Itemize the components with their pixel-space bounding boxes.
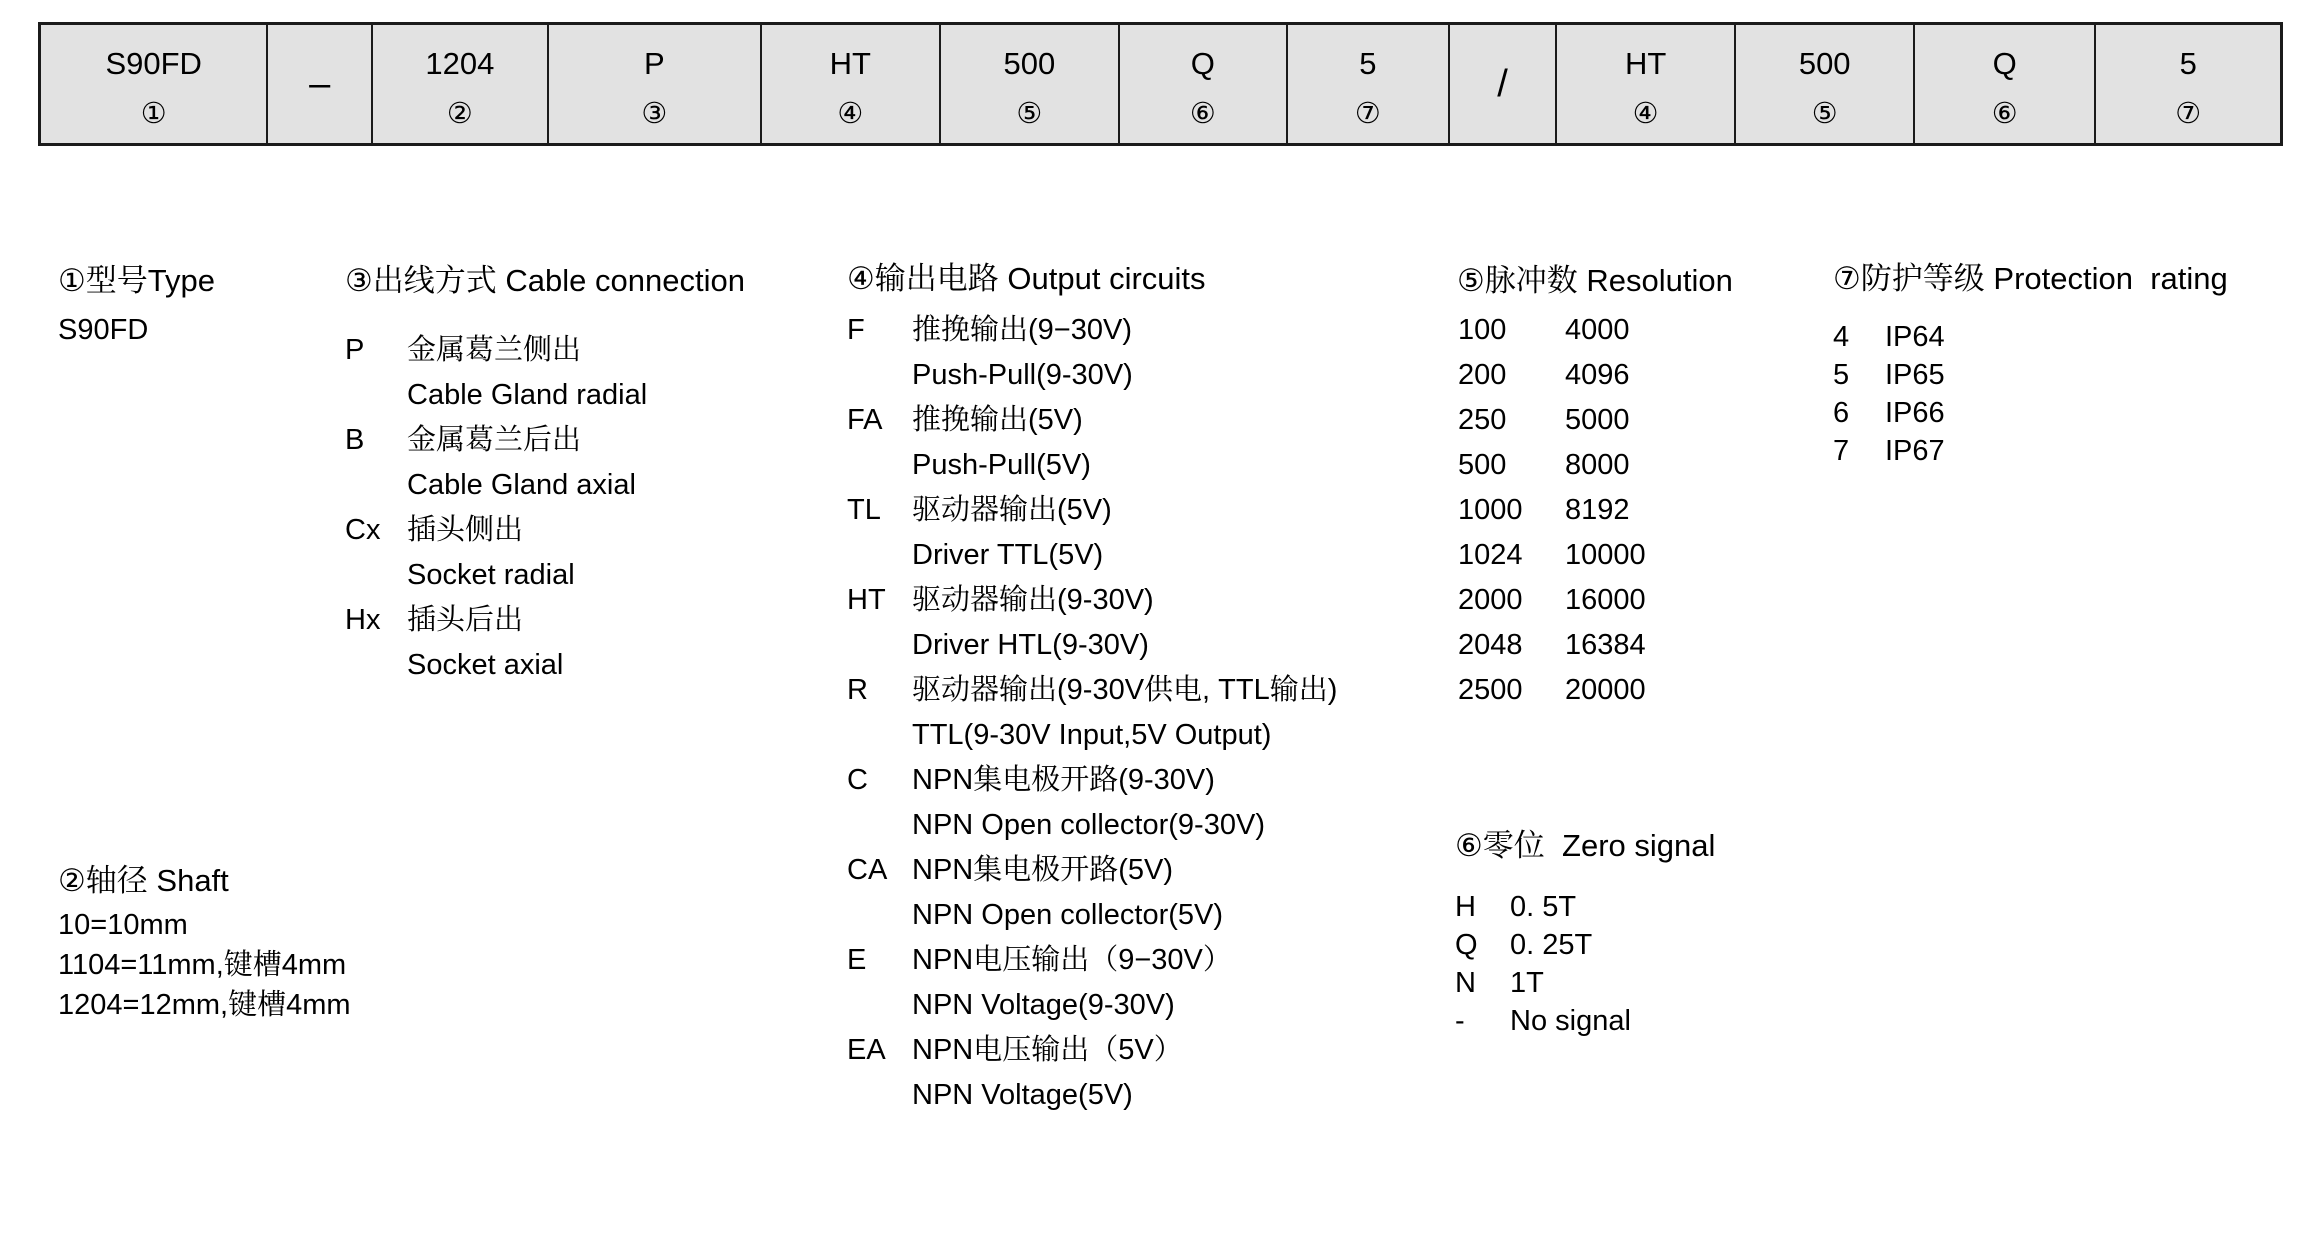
resolution-value: 100 xyxy=(1458,314,1507,346)
option-code: Hx xyxy=(345,604,381,636)
option-label-en: Socket radial xyxy=(407,559,575,591)
list-item xyxy=(847,938,1337,983)
resolution-row xyxy=(1458,488,1646,533)
option-code: 4 xyxy=(1833,321,1850,353)
order-code-index: ⑦ xyxy=(2175,97,2202,130)
option-code: EA xyxy=(847,1034,886,1066)
resolution-value: 2000 xyxy=(1458,584,1523,616)
order-code-index: ⑥ xyxy=(1189,97,1216,130)
section-zero-title: ⑥零位 Zero signal xyxy=(1455,828,1716,863)
option-label-zh: NPN集电极开路(9-30V) xyxy=(912,764,1215,796)
option-code: Cx xyxy=(345,514,381,546)
section-type-title: ①型号Type xyxy=(58,263,215,298)
resolution-row xyxy=(1458,443,1646,488)
order-code-cell-protection-2 xyxy=(2096,25,2280,143)
option-code: C xyxy=(847,764,868,796)
order-code-value: HT xyxy=(1625,46,1667,81)
list-item: 10=10mm xyxy=(58,909,188,941)
option-label-zh: NPN集电极开路(5V) xyxy=(912,854,1174,886)
list-item xyxy=(1833,318,1945,356)
option-value: 0. 5T xyxy=(1510,891,1577,923)
order-code-cell-model xyxy=(41,25,268,143)
option-label-zh: 推挽输出(5V) xyxy=(912,404,1083,436)
order-code-index: ① xyxy=(140,97,167,130)
list-item xyxy=(345,598,647,643)
list-item xyxy=(847,848,1337,893)
resolution-row xyxy=(1458,308,1646,353)
order-code-cell-slash xyxy=(1450,25,1557,143)
option-code: R xyxy=(847,674,868,706)
option-label-zh: 推挽输出(9−30V) xyxy=(912,314,1132,346)
order-code-cell-output-2 xyxy=(1557,25,1737,143)
resolution-row xyxy=(1458,668,1646,713)
option-code: N xyxy=(1455,967,1476,999)
option-label-zh: 驱动器输出(9-30V) xyxy=(912,584,1154,616)
option-label-en: Driver HTL(9-30V) xyxy=(912,629,1149,661)
option-label-zh: NPN电压输出（9−30V） xyxy=(912,944,1232,976)
dash-separator: – xyxy=(309,62,331,105)
order-code-index: ④ xyxy=(1632,97,1659,130)
option-code: 6 xyxy=(1833,397,1850,429)
list-item xyxy=(847,488,1337,533)
resolution-row xyxy=(1458,398,1646,443)
option-code: B xyxy=(345,424,365,456)
resolution-row xyxy=(1458,533,1646,578)
option-code: CA xyxy=(847,854,888,886)
order-code-index: ⑤ xyxy=(1016,97,1043,130)
order-code-value: P xyxy=(644,46,665,81)
list-item xyxy=(847,308,1337,353)
option-value: IP67 xyxy=(1885,435,1945,467)
resolution-row xyxy=(1458,353,1646,398)
section-output-title: ④输出电路 Output circuits xyxy=(847,261,1206,296)
output-circuits-list xyxy=(847,308,1337,1118)
list-item xyxy=(345,418,647,463)
order-code-index: ⑥ xyxy=(1991,97,2018,130)
option-code: 7 xyxy=(1833,435,1850,467)
resolution-value: 8000 xyxy=(1565,449,1630,481)
order-code-value: 5 xyxy=(2179,46,2197,81)
list-item: 1104=11mm,键槽4mm xyxy=(58,949,347,981)
resolution-value: 20000 xyxy=(1565,674,1646,706)
zero-signal-list xyxy=(1455,888,1631,1040)
list-item xyxy=(847,578,1337,623)
option-code: E xyxy=(847,944,867,976)
list-item xyxy=(1833,432,1945,470)
option-label-en: Cable Gland axial xyxy=(407,469,636,501)
resolution-value: 500 xyxy=(1458,449,1507,481)
order-code-index: ⑤ xyxy=(1811,97,1838,130)
resolution-value: 200 xyxy=(1458,359,1507,391)
option-label-en: Driver TTL(5V) xyxy=(912,539,1104,571)
option-code: TL xyxy=(847,494,881,526)
resolution-row xyxy=(1458,623,1646,668)
option-label-en: NPN Voltage(9-30V) xyxy=(912,989,1175,1021)
order-code-cell-zero-2 xyxy=(1915,25,2097,143)
option-label-en: Socket axial xyxy=(407,649,564,681)
option-label-en: TTL(9-30V Input,5V Output) xyxy=(912,719,1272,751)
order-code-value: Q xyxy=(1992,46,2017,81)
cable-connection-list xyxy=(345,328,647,688)
list-item xyxy=(847,1028,1337,1073)
section-cable-title: ③出线方式 Cable connection xyxy=(345,263,745,298)
order-code-index: ④ xyxy=(837,97,864,130)
option-code: Q xyxy=(1455,929,1478,961)
option-value: 1T xyxy=(1510,967,1544,999)
order-code-cell-dash xyxy=(268,25,373,143)
order-code-cell-protection-1 xyxy=(1288,25,1451,143)
list-item xyxy=(1455,888,1631,926)
order-code-index: ② xyxy=(446,97,473,130)
section-protection-title: ⑦防护等级 Protection rating xyxy=(1833,261,2228,296)
list-item xyxy=(847,758,1337,803)
option-label-zh: 驱动器输出(9-30V供电, TTL输出) xyxy=(912,674,1338,706)
option-code: H xyxy=(1455,891,1476,923)
resolution-value: 4000 xyxy=(1565,314,1630,346)
section-shaft-title: ②轴径 Shaft xyxy=(58,863,229,898)
option-code: HT xyxy=(847,584,886,616)
list-item xyxy=(1833,394,1945,432)
order-code-table xyxy=(38,22,2283,146)
list-item xyxy=(847,398,1337,443)
order-code-cell-zero-1 xyxy=(1120,25,1288,143)
list-item xyxy=(1455,1002,1631,1040)
order-code-value: 500 xyxy=(1003,46,1056,81)
list-item xyxy=(345,328,647,373)
order-code-cell-shaft xyxy=(373,25,549,143)
resolution-value: 16000 xyxy=(1565,584,1646,616)
list-item xyxy=(1833,356,1945,394)
order-code-cell-output-1 xyxy=(762,25,941,143)
option-label-zh: NPN电压输出（5V） xyxy=(912,1034,1183,1066)
order-code-cell-cable xyxy=(549,25,762,143)
option-code: F xyxy=(847,314,865,346)
resolution-value: 10000 xyxy=(1565,539,1646,571)
resolution-value: 5000 xyxy=(1565,404,1630,436)
option-label-en: NPN Open collector(5V) xyxy=(912,899,1224,931)
option-label-en: Push-Pull(5V) xyxy=(912,449,1091,481)
protection-list xyxy=(1833,318,1945,470)
resolution-value: 250 xyxy=(1458,404,1507,436)
option-code: - xyxy=(1455,1005,1465,1037)
list-item xyxy=(345,508,647,553)
option-label-zh: 插头侧出 xyxy=(407,514,524,546)
option-code: P xyxy=(345,334,365,366)
list-item xyxy=(1455,926,1631,964)
resolution-value: 2048 xyxy=(1458,629,1523,661)
option-label-zh: 驱动器输出(5V) xyxy=(912,494,1112,526)
order-code-value: 1204 xyxy=(425,46,495,81)
resolution-value: 16384 xyxy=(1565,629,1646,661)
slash-separator: / xyxy=(1497,62,1508,105)
order-code-value: HT xyxy=(829,46,871,81)
section-resolution-title: ⑤脉冲数 Resolution xyxy=(1457,263,1733,298)
shaft-list xyxy=(58,905,351,1025)
option-value: IP65 xyxy=(1885,359,1945,391)
order-code-cell-resolution-1 xyxy=(941,25,1121,143)
resolution-list xyxy=(1458,308,1646,713)
order-code-index: ③ xyxy=(641,97,668,130)
order-code-value: S90FD xyxy=(105,46,202,81)
order-code-value: 5 xyxy=(1359,46,1377,81)
order-code-value: Q xyxy=(1190,46,1215,81)
list-item: 1204=12mm,键槽4mm xyxy=(58,989,351,1021)
option-value: 0. 25T xyxy=(1510,929,1593,961)
option-code: FA xyxy=(847,404,883,436)
resolution-value: 1000 xyxy=(1458,494,1523,526)
list-item xyxy=(847,668,1337,713)
option-label-en: NPN Voltage(5V) xyxy=(912,1079,1133,1111)
resolution-row xyxy=(1458,578,1646,623)
order-code-value: 500 xyxy=(1798,46,1851,81)
option-value: IP66 xyxy=(1885,397,1945,429)
resolution-value: 8192 xyxy=(1565,494,1630,526)
list-item xyxy=(1455,964,1631,1002)
option-label-en: NPN Open collector(9-30V) xyxy=(912,809,1265,841)
option-code: 5 xyxy=(1833,359,1850,391)
option-value: IP64 xyxy=(1885,321,1945,353)
option-value: No signal xyxy=(1510,1005,1631,1037)
resolution-value: 2500 xyxy=(1458,674,1523,706)
option-label-en: Cable Gland radial xyxy=(407,379,648,411)
option-label-en: Push-Pull(9-30V) xyxy=(912,359,1133,391)
order-code-cell-resolution-2 xyxy=(1736,25,1915,143)
option-label-zh: 插头后出 xyxy=(407,604,524,636)
option-label-zh: 金属葛兰侧出 xyxy=(407,334,582,366)
order-code-index: ⑦ xyxy=(1354,97,1381,130)
resolution-value: 1024 xyxy=(1458,539,1523,571)
option-label-zh: 金属葛兰后出 xyxy=(407,424,582,456)
model-number: S90FD xyxy=(58,314,149,346)
resolution-value: 4096 xyxy=(1565,359,1630,391)
